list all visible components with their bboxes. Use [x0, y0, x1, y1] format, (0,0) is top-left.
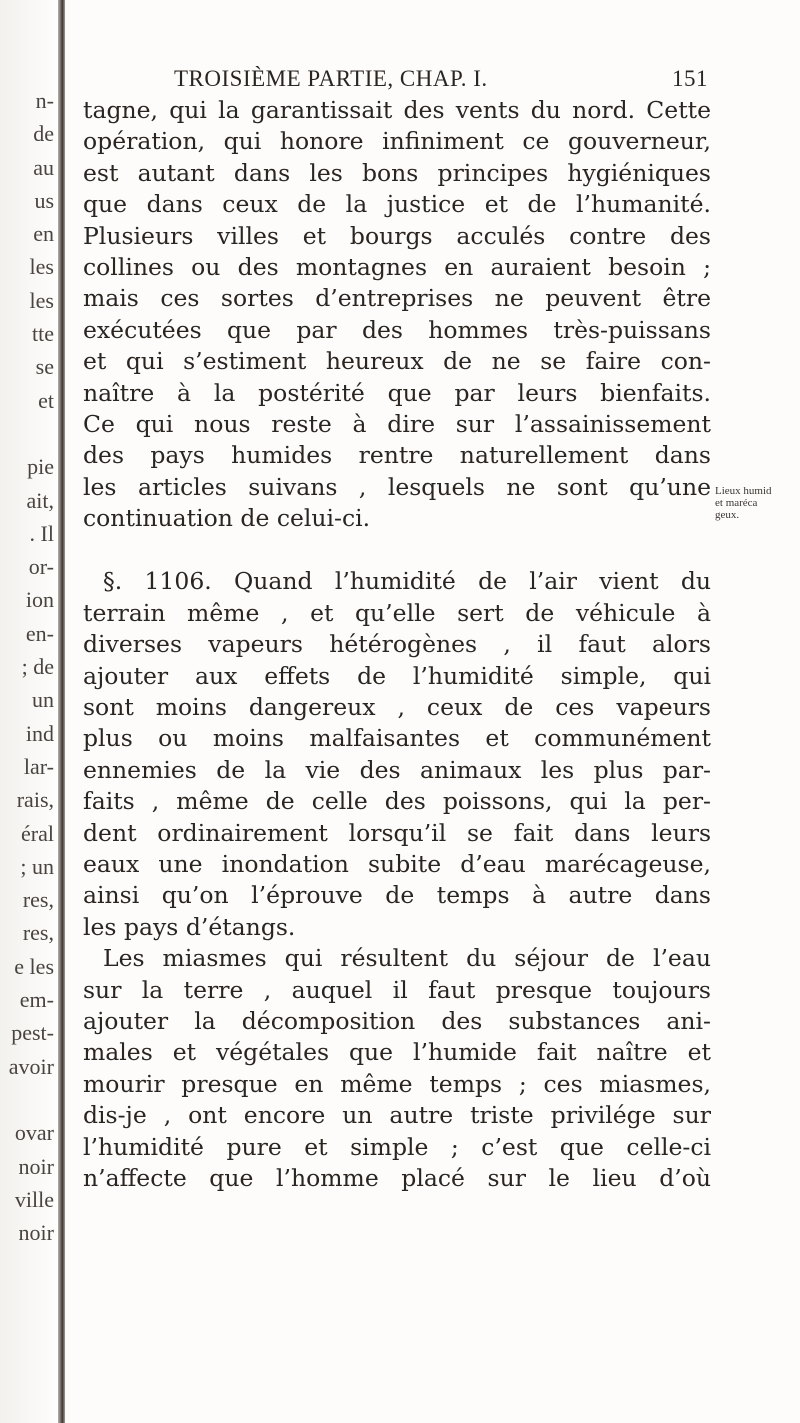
gutter-fragment: e les — [14, 953, 54, 979]
text-line: terrain même , et qu’elle sert de véhicule à — [83, 598, 711, 627]
gutter-fragment: res, — [22, 920, 54, 946]
gutter-fragment: tte — [32, 321, 54, 347]
gutter-fragment: noir — [18, 1220, 54, 1246]
text-line: l’humidité pure et simple ; c’est que celle-ci — [83, 1132, 711, 1161]
text-line: Plusieurs villes et bourgs acculés contre des — [83, 221, 711, 250]
gutter-fragment: res, — [22, 887, 54, 913]
page-number: 151 — [672, 66, 708, 91]
text-line: mourir presque en même temps ; ces miasmes, — [83, 1069, 711, 1098]
gutter-fragment: en- — [25, 620, 54, 646]
margin-note-line: geux. — [715, 509, 740, 521]
text-line: sont moins dangereux , ceux de ces vapeurs — [83, 693, 711, 722]
gutter-text-fragments — [0, 84, 56, 1249]
gutter-fragment: un — [32, 687, 54, 713]
gutter-fragment: ; un — [20, 853, 54, 879]
margin-note-line: Lieux humid — [715, 485, 772, 497]
text-line: est autant dans les bons principes hygiéniques — [83, 158, 711, 187]
text-line: naître à la postérité que par leurs bienfaits. — [83, 378, 711, 407]
text-line: et qui s’estiment heureux de ne se faire con- — [83, 347, 711, 376]
book-binding-shadow — [58, 0, 65, 1423]
text-line: que dans ceux de la justice et de l’humanité. — [83, 190, 711, 219]
text-line: sur la terre , auquel il faut presque toujours — [83, 975, 711, 1004]
gutter-fragment: noir — [18, 1153, 54, 1179]
gutter-fragment: les — [29, 254, 54, 280]
text-line: les articles suivans , lesquels ne sont qu’une — [83, 472, 711, 501]
gutter-fragment: ind — [25, 720, 54, 746]
text-line: continuation de celui-ci. — [83, 504, 371, 533]
gutter-fragment: pie — [27, 454, 54, 480]
gutter-fragment — [0, 1083, 56, 1116]
gutter-fragment: ovar — [14, 1120, 54, 1146]
text-line: les pays d’étangs. — [83, 912, 296, 941]
paragraph-1 — [83, 95, 711, 534]
gutter-fragment: or- — [28, 554, 54, 580]
gutter-fragment: ; de — [21, 654, 54, 680]
text-line: Les miasmes qui résultent du séjour de l’eau — [103, 944, 711, 973]
gutter-fragment: . Il — [29, 520, 54, 546]
text-line: Ce qui nous reste à dire sur l’assainissement — [83, 409, 711, 438]
text-line: diverses vapeurs hétérogènes , il faut alors — [83, 630, 711, 659]
text-line: ajouter aux effets de l’humidité simple, qui — [83, 661, 711, 690]
gutter-fragment: avoir — [8, 1053, 54, 1079]
gutter-fragment: rais, — [16, 787, 54, 813]
gutter-fragment: us — [34, 187, 54, 213]
gutter-fragment: n- — [35, 88, 54, 113]
gutter-fragment: au — [33, 154, 54, 180]
text-line: exécutées que par des hommes très-puissans — [83, 315, 711, 344]
text-line: ainsi qu’on l’éprouve de temps à autre dans — [83, 881, 711, 910]
gutter-fragment: de — [33, 121, 54, 147]
text-line: ennemies de la vie des animaux les plus par- — [83, 755, 711, 784]
margin-note — [715, 485, 799, 521]
text-line: collines ou des montagnes en auraient besoin ; — [83, 252, 711, 281]
gutter-fragment — [0, 417, 56, 450]
gutter-fragment: ait, — [26, 487, 54, 513]
margin-note-line: et marécа — [715, 497, 758, 509]
gutter-fragment: em- — [19, 987, 54, 1013]
text-line: tagne, qui la garantissait des vents du nord. Cette — [83, 96, 711, 124]
text-line: dis-je , ont encore un autre triste privilége sur — [83, 1101, 711, 1130]
text-line: n’affecte que l’homme placé sur le lieu d’où — [83, 1163, 711, 1192]
header-title: TROISIÈME PARTIE, CHAP. I. — [174, 66, 488, 91]
gutter-fragment: lar- — [23, 753, 54, 779]
text-line: opération, qui honore infiniment ce gouverneur, — [83, 127, 711, 156]
text-line: mais ces sortes d’entreprises ne peuvent être — [83, 284, 711, 313]
text-line: faits , même de celle des poissons, qui la per- — [83, 787, 711, 816]
text-line: eaux une inondation subite d’eau marécageuse, — [83, 849, 711, 878]
text-line: plus ou moins malfaisantes et communément — [83, 724, 711, 753]
gutter-fragment: pest- — [11, 1020, 54, 1046]
gutter-fragment: et — [38, 387, 54, 413]
running-header — [174, 66, 714, 92]
text-line: §. 1106. Quand l’humidité de l’air vient du — [103, 567, 711, 596]
text-line: dent ordinairement lorsqu’il se fait dans leurs — [83, 818, 711, 847]
previous-page-gutter — [0, 0, 62, 1423]
gutter-fragment: les — [29, 287, 54, 313]
body-text — [83, 95, 711, 1194]
gutter-fragment: se — [35, 354, 54, 380]
gutter-fragment: éral — [21, 820, 54, 846]
text-line: des pays humides rentre naturellement dans — [83, 441, 711, 470]
paragraph-3 — [83, 943, 711, 1194]
text-line: males et végétales que l’humide fait naître et — [83, 1038, 711, 1067]
paragraph-2 — [83, 566, 711, 943]
paragraph-gap — [83, 534, 711, 566]
text-line: ajouter la décomposition des substances ani- — [83, 1006, 711, 1035]
gutter-fragment: ville — [14, 1186, 54, 1212]
gutter-fragment: ion — [25, 587, 54, 613]
gutter-fragment: en — [33, 221, 54, 247]
